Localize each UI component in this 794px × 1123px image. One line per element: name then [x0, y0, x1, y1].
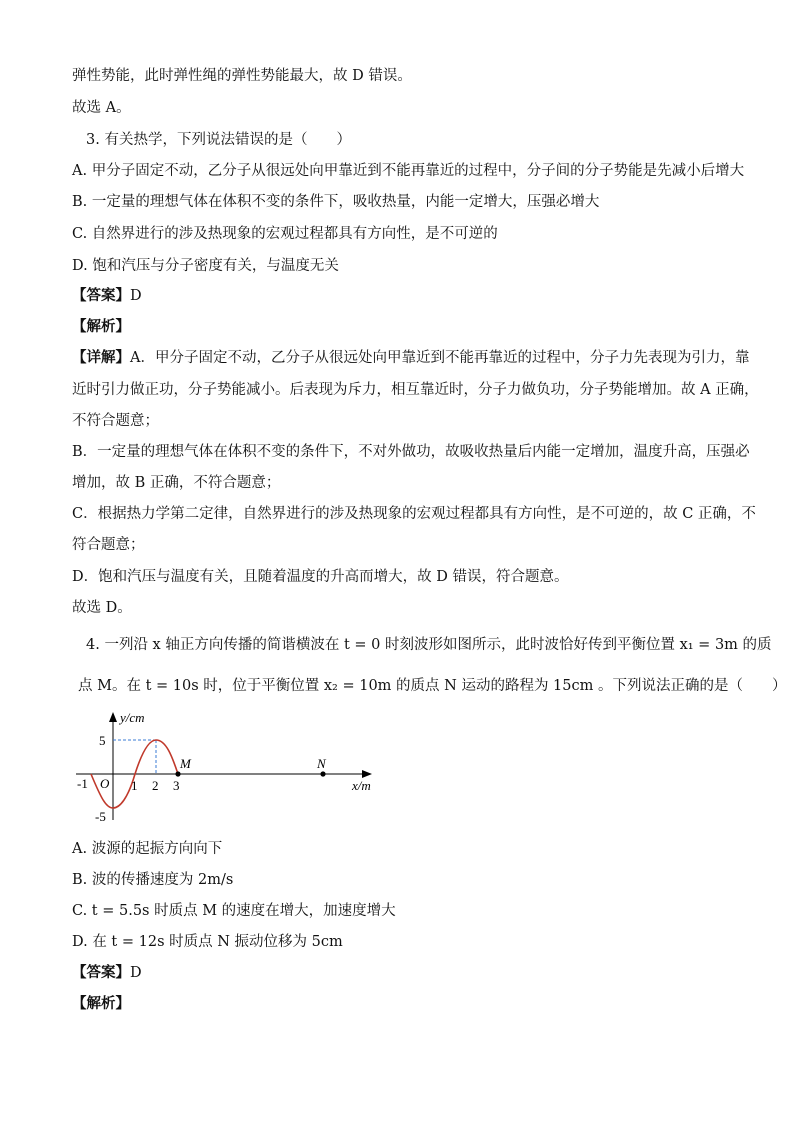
answer-value: D [130, 288, 142, 304]
q3-option-d: D. 饱和汽压与分子密度有关，与温度无关 [72, 258, 339, 274]
question-3-stem: 3. 有关热学，下列说法错误的是（ ） [86, 132, 351, 148]
q4-answer [72, 963, 142, 983]
text-line: 不符合题意； [72, 413, 159, 429]
point-n-label: N [317, 756, 326, 771]
x-axis-label: x/m [352, 778, 371, 793]
text-line: 故选 A。 [72, 100, 131, 116]
point-m [175, 771, 180, 776]
q3-explain [72, 348, 749, 368]
text-line: C．根据热力学第二定律，自然界进行的涉及热现象的宏观过程都具有方向性，是不可逆的，故 C 正确，不 [72, 506, 756, 522]
q3-option-a: A. 甲分子固定不动，乙分子从很远处向甲靠近到不能再靠近的过程中，分子间的分子势能是先减小后增大 [72, 163, 745, 179]
q4-option-d: D. 在 t = 12s 时质点 N 振动位移为 5cm [72, 934, 343, 950]
q3-option-c: C. 自然界进行的涉及热现象的宏观过程都具有方向性，是不可逆的 [72, 226, 498, 242]
text-line: B．一定量的理想气体在体积不变的条件下，不对外做功，故吸收热量后内能一定增加，温度升高，压强必 [72, 444, 750, 460]
explain-text: A．甲分子固定不动，乙分子从很远处向甲靠近到不能再靠近的过程中，分子力先表现为引力，靠 [130, 350, 750, 366]
tick-label: 1 [131, 778, 138, 793]
text-line: 故选 D。 [72, 600, 132, 616]
point-m-label: M [180, 756, 191, 771]
question-4-stem: 4. 一列沿 x 轴正方向传播的简谐横波在 t = 0 时刻波形如图所示，此时波恰好传到平衡位置 x₁ = 3m 的质 [86, 637, 772, 653]
tick-label: 3 [173, 778, 180, 793]
tick-label: -1 [77, 776, 88, 791]
q4-option-c: C. t = 5.5s 时质点 M 的速度在增大，加速度增大 [72, 903, 396, 919]
detail-tag: 【详解】 [72, 349, 130, 366]
tick-label: 2 [152, 778, 159, 793]
answer-tag: 【答案】 [72, 964, 130, 981]
y-axis-arrow [109, 712, 117, 722]
text-line: 弹性势能，此时弹性绳的弹性势能最大，故 D 错误。 [72, 68, 412, 84]
q4-analysis-tag: 【解析】 [72, 995, 130, 1012]
point-n [320, 771, 325, 776]
y-axis-label: y/cm [120, 710, 145, 725]
q3-answer [72, 286, 142, 306]
answer-value: D [130, 965, 142, 981]
question-4-stem-2: 点 M。在 t = 10s 时，位于平衡位置 x₂ = 10m 的质点 N 运动的路程为 15cm 。下列说法正确的是（ ） [78, 678, 787, 694]
tick-label: -5 [95, 809, 106, 824]
x-axis-arrow [362, 770, 372, 778]
q4-option-a: A. 波源的起振方向向下 [72, 841, 223, 857]
text-line: D．饱和汽压与温度有关，且随着温度的升高而增大，故 D 错误，符合题意。 [72, 569, 569, 585]
text-line: 增加，故 B 正确，不符合题意； [72, 475, 281, 491]
answer-tag: 【答案】 [72, 287, 130, 304]
origin-label: O [100, 776, 110, 791]
text-line: 符合题意； [72, 537, 145, 553]
q3-option-b: B. 一定量的理想气体在体积不变的条件下，吸收热量，内能一定增大，压强必增大 [72, 194, 600, 210]
q4-option-b: B. 波的传播速度为 2m/s [72, 872, 234, 888]
wave-figure [72, 708, 382, 826]
text-line: 近时引力做正功，分子势能减小。后表现为斥力，相互靠近时，分子力做负功，分子势能增加。故 A 正确， [72, 382, 759, 398]
tick-label: 5 [99, 733, 106, 748]
q3-analysis-tag: 【解析】 [72, 318, 130, 335]
